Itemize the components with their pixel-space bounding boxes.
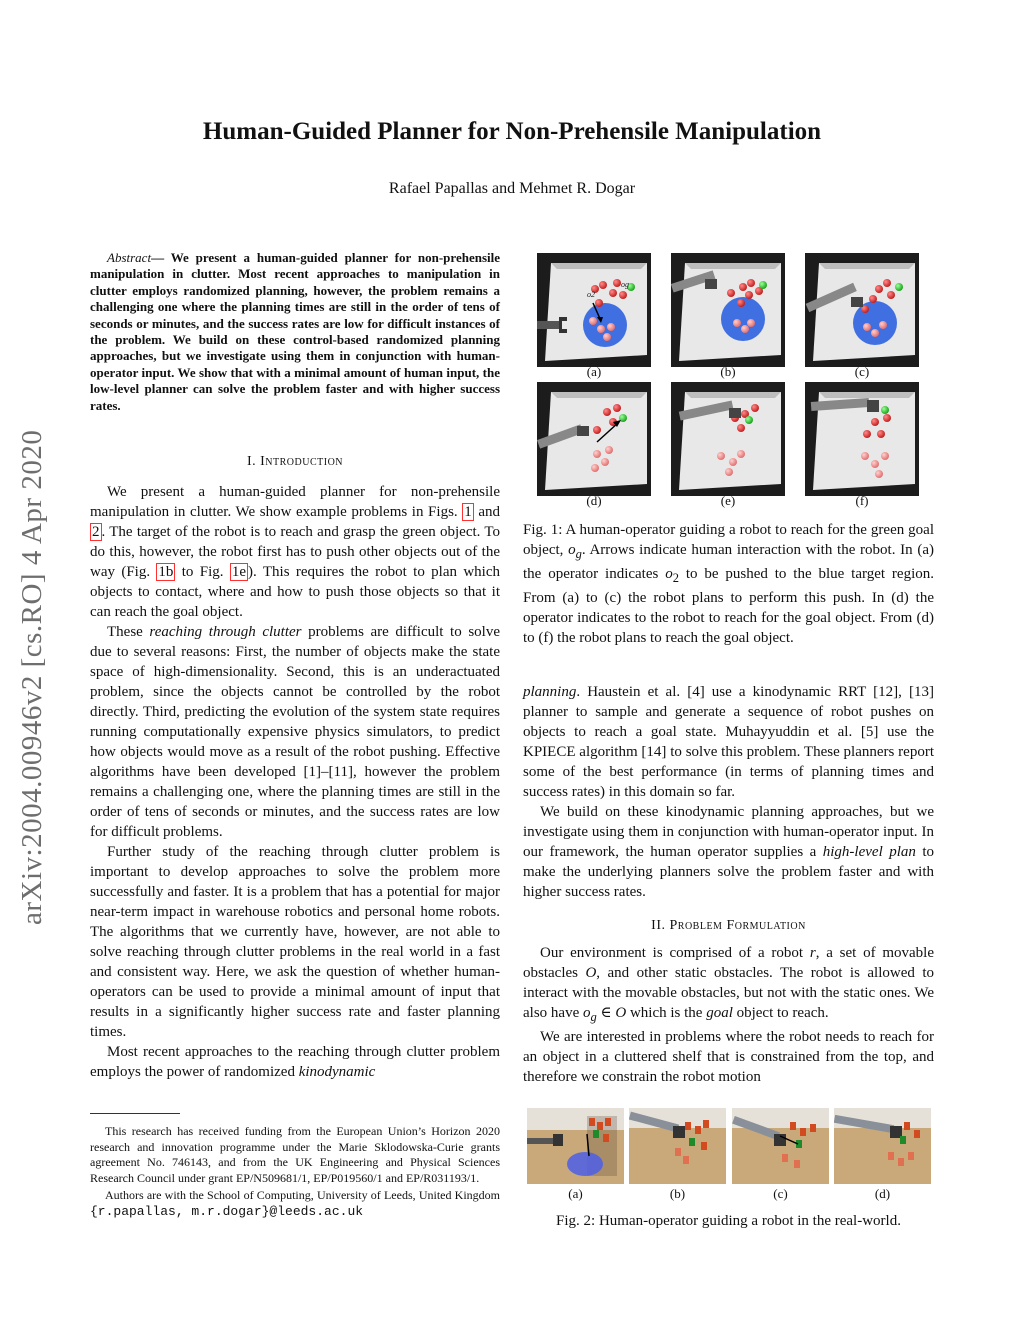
fig1-panel-a: [537, 253, 651, 367]
fig1-panel-c: [805, 253, 919, 367]
fig1-label-f: (f): [855, 493, 869, 508]
pf-paragraph-1: Our environment is comprised of a robot r, a set of movable obstacles O, and other static obstacles. The robot is allowed to interact with the movable obstacles, but not with the static ones. We also have $o_g$ ∈ O which is the goal object to reach.: [523, 945, 934, 1024]
ref-fig-1e[interactable]: 1e: [231, 564, 247, 580]
fig2-label-a: (a): [568, 1186, 583, 1201]
author-emails[interactable]: {r.papallas, m.r.dogar}@leeds.ac.uk: [90, 1203, 364, 1219]
section-1-number: I.: [246, 454, 261, 469]
introduction-body: [90, 482, 500, 1082]
ref-fig-1[interactable]: 1: [464, 504, 472, 520]
intro-paragraph-3: Further study of the reaching through clutter problem is important to develop approaches to solve the problem more successfully and faster. It is a problem that has a potential for major near-term impact in warehouse robotics and personal home robots. The algorithms that we currently have, however, are not able to solve reaching through clutter problems in the real world in a fast and consistent way. Here, we ask the question of whether human-operators can be used to provide a minimal amount of input that results in a significantly higher success rate and faster planning times.: [90, 844, 500, 1040]
intro-paragraph-1: We present a human-guided planner for non-prehensile manipulation in clutter. We show example problems in Figs. 1 and 2 . The target of the robot is to reach and grasp the green object. To do this, however, the robot first has to push other objects out of the way (Fig. 1b to Fig. 1e ). This requires the robot to plan which objects to contact, where and how to push those objects so that it can reach the goal object.: [90, 484, 500, 620]
intro-paragraph-4: Most recent approaches to the reaching through clutter problem employs the power of randomized kinodynamic: [90, 1044, 500, 1080]
fig2-photo-b: [629, 1108, 726, 1184]
paper-title: Human-Guided Planner for Non-Prehensile Manipulation: [202, 118, 822, 145]
fig1-label-a: (a): [586, 364, 602, 379]
fig1-label-d: (d): [586, 493, 602, 508]
fig1-label-c: (c): [854, 364, 870, 379]
figure-2-caption: Fig. 2: Human-operator guiding a robot in the real-world.: [556, 1213, 901, 1229]
ref-fig-1b[interactable]: 1b: [158, 564, 174, 580]
arxiv-identifier: arXiv:2004.00946v2 [cs.RO] 4 Apr 2020: [16, 429, 48, 925]
right-paragraph-1: planning. Haustein et al. [4] use a kinodynamic RRT [12], [13] planner to sample and generate a sequence of robot pushes on objects to reach a goal state. Muhayyuddin et al. [5] use the KPIECE algorithm [14] to solve this problem. These planners report some of the best performance (in terms of planning times and success rates) in this domain so far.: [523, 684, 934, 800]
problem-formulation-body: [523, 943, 934, 1087]
right-column-body: [523, 682, 934, 902]
intro-paragraph-2: These reaching through clutter problems are difficult to solve due to several reasons: First, the number of objects make the state space of high-dimensionality. Second, this is an underactuated problem, since the objects cannot be controlled by the robot directly. Third, predicting the evolution of the system state requires running computationally expensive physics simulators, to predict how objects would move as a result of the robot pushing. Effective algorithms have been developed [1]–[11], however the problem remains a challenging one, where the planning times are still in the order of tens of seconds or minutes, and the success rates are low for difficult problems.: [90, 624, 500, 840]
fig2-label-d: (d): [874, 1186, 891, 1201]
fig1-panel-d: [537, 382, 651, 496]
section-2-title: Problem Formulation: [669, 918, 806, 933]
fig1-label-e: (e): [720, 493, 736, 508]
abstract-text: We present a human-guided planner for non-prehensile manipulation in clutter. Most recent approaches to manipulation in clutter employs randomized planning, however, the problem remains a challenging one where the planning times are still in the order of tens of seconds or minutes, and the success rates are low for difficult instances of the problem. We build on these control-based randomized planning approaches, but we investigate using them in conjunction with human-operator input. We show that with a minimal amount of human input, the low-level planner can solve the problem faster and with higher success rates.: [90, 250, 500, 413]
footnote-rule: [90, 1113, 180, 1114]
figure-1-caption: Fig. 1: A human-operator guiding a robot to reach for the green goal object, $o_g$. Arrows indicate human interaction with the robot. In (a) the operator indicates $o_2$ to be pushed to the blue target region. From (a) to (c) the robot plans to perform this push. In (d) the operator indicates to the robot to reach for the goal object. From (d) to (f) the robot plans to reach the goal object.: [523, 522, 935, 646]
abstract-label: Abstract: [107, 250, 152, 265]
section-2-heading: [523, 918, 934, 934]
fig1-panel-e: [671, 382, 785, 496]
fig2-label-b: (b): [669, 1186, 686, 1201]
abstract-dash: —: [151, 250, 171, 265]
ref-fig-2[interactable]: 2: [92, 524, 100, 540]
fig2-photo-d: [834, 1108, 931, 1184]
pf-paragraph-2: We are interested in problems where the robot needs to reach for an object in a cluttered shelf that is constrained from the top, and therefore we constrain the robot motion: [523, 1029, 934, 1085]
section-2-number: II.: [651, 918, 670, 933]
footnote-funding: This research has received funding from the European Union’s Horizon 2020 research and innovation programme under the Marie Sklodowska-Curie grants agreement No. 746143, and from the UK Engineering and Physical Sciences Research Council under grant EP/N509681/1, EP/P019560/1 and EP/R031193/1.: [90, 1124, 500, 1185]
section-1-heading: [90, 454, 500, 470]
label-og: og: [621, 280, 629, 289]
footnotes: [90, 1124, 500, 1219]
section-1-title: Introduction: [260, 454, 344, 469]
fig2-label-c: (c): [773, 1186, 788, 1201]
footnote-affiliation: Authors are with the School of Computing, University of Leeds, United Kingdom {r.papallas, m.r.dogar}@leeds.ac.uk: [90, 1188, 500, 1219]
label-o2: o2: [587, 290, 595, 299]
abstract: [90, 250, 500, 414]
fig2-photo-c: [732, 1108, 829, 1184]
fig1-panel-f: [805, 382, 919, 496]
right-paragraph-2: We build on these kinodynamic planning approaches, but we investigate using them in conjunction with human-operator input. In our framework, the human operator supplies a high-level plan to make the underlying planners solve the problem faster and with higher success rates.: [523, 804, 935, 900]
paper-authors: Rafael Papallas and Mehmet R. Dogar: [388, 180, 636, 197]
fig1-label-b: (b): [720, 364, 736, 379]
fig1-panel-b: [671, 253, 785, 367]
fig2-photo-a: [527, 1108, 624, 1184]
